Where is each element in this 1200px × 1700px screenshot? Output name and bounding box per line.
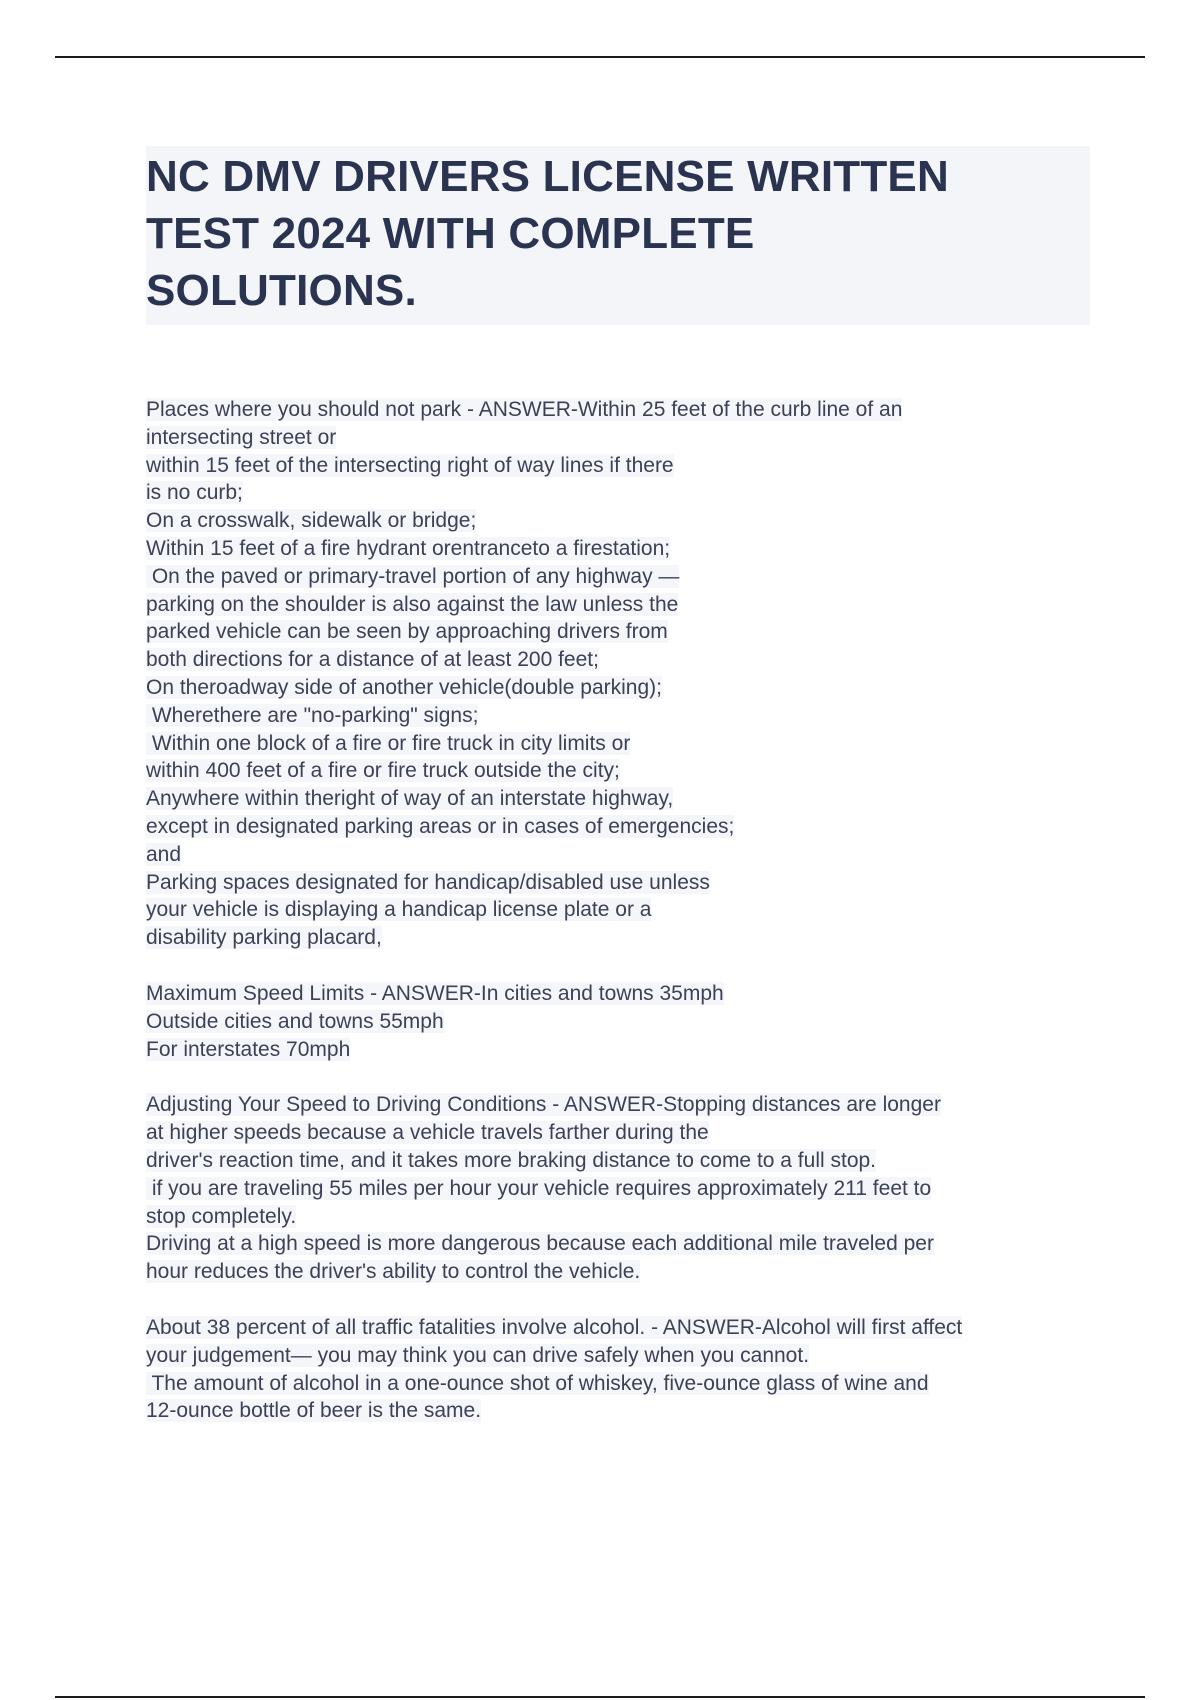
title-block	[146, 146, 1090, 325]
text-line	[146, 396, 1090, 424]
text-line-content: Places where you should not park - ANSWER-Within 25 feet of the curb line of an	[146, 398, 903, 421]
text-line-content: About 38 percent of all traffic fatalities involve alcohol. - ANSWER-Alcohol will first affect	[146, 1315, 963, 1339]
text-line-content: and	[146, 842, 182, 866]
text-line	[146, 1147, 1090, 1175]
text-line-content: On theroadway side of another vehicle(double parking);	[146, 675, 662, 699]
text-line	[146, 1175, 1090, 1203]
text-line	[146, 869, 1090, 897]
text-line	[146, 563, 1090, 591]
text-line	[146, 1230, 1090, 1258]
bottom-rule	[55, 1696, 1145, 1698]
text-line-content: For interstates 70mph	[146, 1037, 351, 1061]
qa-entry	[146, 1091, 1090, 1286]
text-line-content: 12-ounce bottle of beer is the same.	[146, 1399, 482, 1423]
text-line	[146, 1119, 1090, 1147]
text-line-content: Within one block of a fire or fire truck in city limits or	[146, 731, 631, 755]
text-line-content: Anywhere within theright of way of an interstate highway,	[146, 787, 674, 811]
text-line-content: your judgement— you may think you can drive safely when you cannot.	[146, 1343, 810, 1367]
text-line	[146, 896, 1090, 924]
text-line	[146, 757, 1090, 785]
text-line	[146, 702, 1090, 730]
text-line	[146, 646, 1090, 674]
title-line: SOLUTIONS.	[146, 266, 417, 315]
text-line-content: Driving at a high speed is more dangerous because each additional mile traveled per	[146, 1232, 934, 1256]
text-line-content: your vehicle is displaying a handicap license plate or a	[146, 898, 652, 922]
text-line	[146, 507, 1090, 535]
text-line	[146, 813, 1090, 841]
title-line: NC DMV DRIVERS LICENSE WRITTEN	[146, 152, 949, 201]
text-line	[146, 479, 1090, 507]
text-line	[146, 452, 1090, 480]
text-line	[146, 980, 1090, 1008]
document-body	[146, 396, 1090, 1453]
text-line-content: parked vehicle can be seen by approaching drivers from	[146, 620, 668, 644]
text-line	[146, 1203, 1090, 1231]
text-line	[146, 924, 1090, 952]
text-line-content: Maximum Speed Limits - ANSWER-In cities and towns 35mph	[146, 981, 724, 1005]
text-line-content: parking on the shoulder is also against the law unless the	[146, 592, 679, 616]
text-line	[146, 424, 1090, 452]
qa-entry	[146, 1314, 1090, 1425]
text-line-content: within 400 feet of a fire or fire truck outside the city;	[146, 759, 620, 783]
page-title	[146, 148, 1090, 319]
text-line-content: Parking spaces designated for handicap/disabled use unless	[146, 870, 710, 894]
text-line-content: stop completely.	[146, 1204, 297, 1228]
text-line	[146, 591, 1090, 619]
text-line	[146, 1091, 1090, 1119]
text-line	[146, 1036, 1090, 1064]
text-line-content: at higher speeds because a vehicle travels farther during the	[146, 1121, 709, 1145]
text-line	[146, 1397, 1090, 1425]
text-line	[146, 1008, 1090, 1036]
text-line-content: On a crosswalk, sidewalk or bridge;	[146, 509, 477, 533]
qa-entry	[146, 396, 1090, 952]
qa-entry	[146, 980, 1090, 1063]
text-line	[146, 618, 1090, 646]
top-rule	[55, 56, 1145, 58]
text-line-content: driver's reaction time, and it takes more braking distance to come to a full stop.	[146, 1148, 877, 1172]
text-line-content: is no curb;	[146, 481, 243, 505]
text-line-content: Outside cities and towns 55mph	[146, 1009, 444, 1033]
text-line	[146, 730, 1090, 758]
text-line	[146, 535, 1090, 563]
text-line	[146, 841, 1090, 869]
title-line: TEST 2024 WITH COMPLETE	[146, 209, 755, 258]
text-line	[146, 1314, 1090, 1342]
text-line-content: if you are traveling 55 miles per hour your vehicle requires approximately 211 feet to	[146, 1176, 932, 1200]
text-line-content: Wherethere are "no-parking" signs;	[146, 703, 479, 727]
text-line-content: within 15 feet of the intersecting right of way lines if there	[146, 453, 674, 477]
text-line-content: Within 15 feet of a fire hydrant orentranceto a firestation;	[146, 536, 671, 560]
text-line-content: except in designated parking areas or in cases of emergencies;	[146, 814, 735, 838]
text-line-content: On the paved or primary-travel portion of any highway —	[146, 564, 680, 588]
text-line-content: disability parking placard,	[146, 926, 382, 950]
text-line-content: both directions for a distance of at least 200 feet;	[146, 648, 599, 672]
text-line	[146, 785, 1090, 813]
text-line	[146, 1342, 1090, 1370]
text-line-content: intersecting street or	[146, 425, 337, 449]
text-line-content: Adjusting Your Speed to Driving Conditions - ANSWER-Stopping distances are longer	[146, 1093, 941, 1117]
text-line-content: hour reduces the driver's ability to control the vehicle.	[146, 1260, 641, 1284]
text-line	[146, 1258, 1090, 1286]
text-line	[146, 674, 1090, 702]
text-line-content: The amount of alcohol in a one-ounce shot of whiskey, five-ounce glass of wine and	[146, 1371, 929, 1395]
text-line	[146, 1370, 1090, 1398]
